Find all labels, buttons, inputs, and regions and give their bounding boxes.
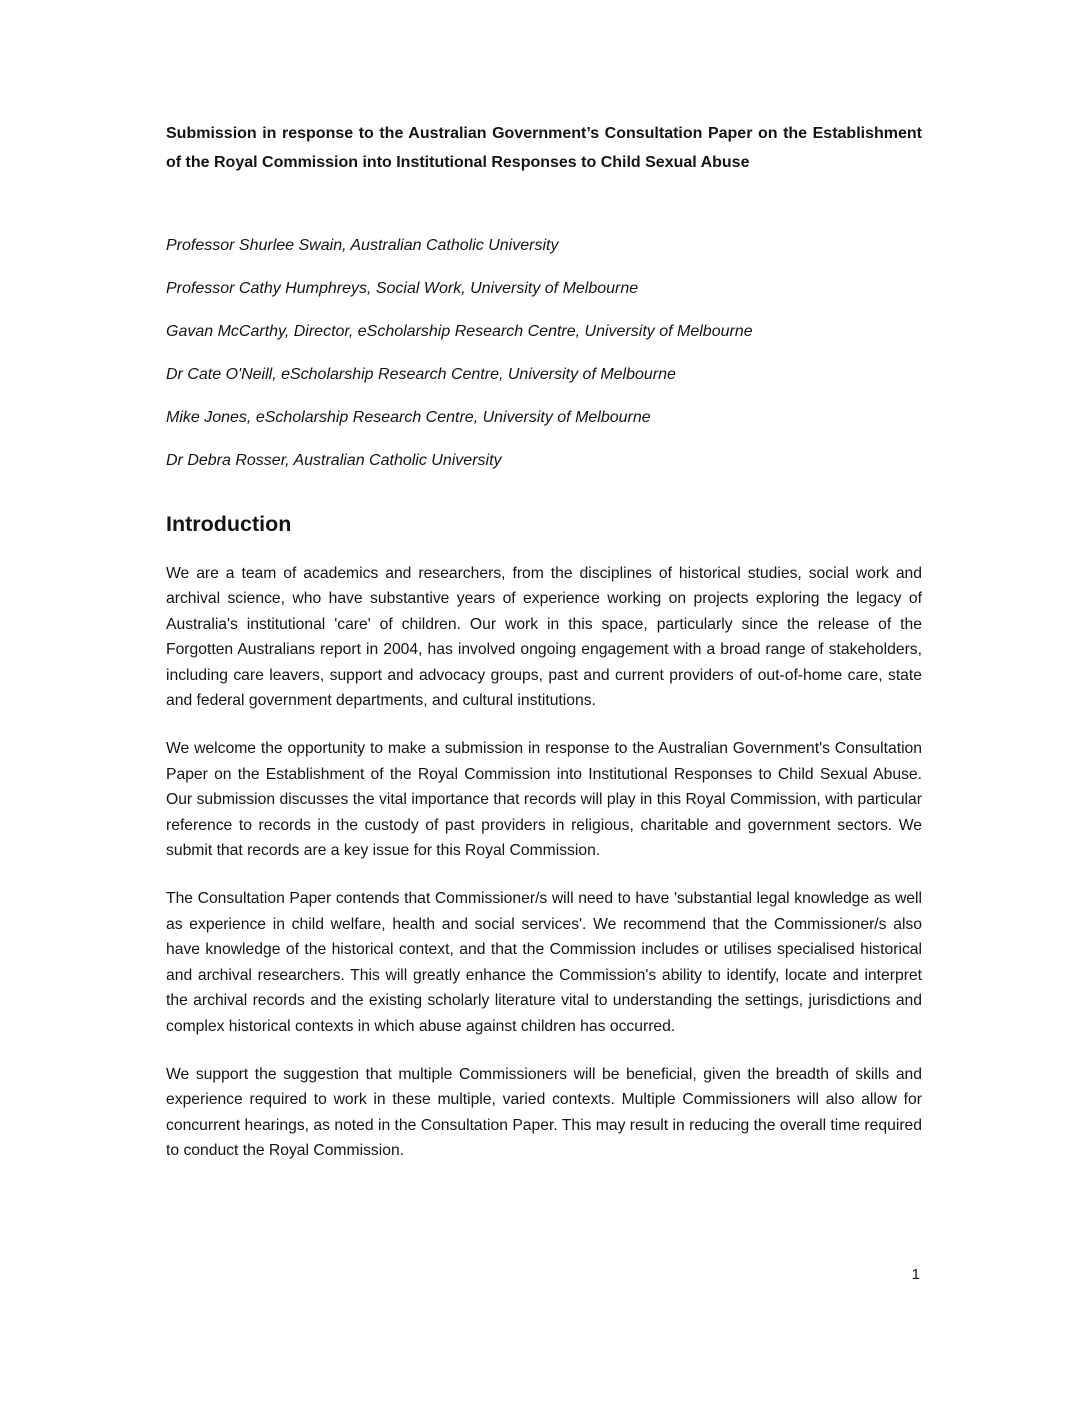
introduction-body <box>166 561 922 1164</box>
author-list <box>166 235 922 471</box>
section-heading-introduction: Introduction <box>166 512 292 536</box>
author-line: Dr Cate O'Neill, eScholarship Research Centre, University of Melbourne <box>166 366 676 383</box>
document-title: Submission in response to the Australian Government’s Consultation Paper on the Establishment of the Royal Commission into Institutional Responses to Child Sexual Abuse <box>166 125 922 171</box>
author-line: Professor Cathy Humphreys, Social Work, University of Melbourne <box>166 280 639 297</box>
author-line: Professor Shurlee Swain, Australian Catholic University <box>166 237 559 254</box>
author-line: Dr Debra Rosser, Australian Catholic University <box>166 452 502 469</box>
paragraph: The Consultation Paper contends that Commissioner/s will need to have 'substantial legal knowledge as well as experience in child welfare, health and social services'. We recommend that the Commissioner/s also have knowledge of the historical context, and that the Commission includes or utilises specialised historical and archival researchers. This will greatly enhance the Commission's ability to identify, locate and interpret the archival records and the existing scholarly literature vital to understanding the settings, jurisdictions and complex historical contexts in which abuse against children has occurred. <box>166 890 922 1035</box>
paragraph: We support the suggestion that multiple Commissioners will be beneficial, given the breadth of skills and experience required to work in these multiple, varied contexts. Multiple Commissioners will also allow for concurrent hearings, as noted in the Consultation Paper. This may result in reducing the overall time required to conduct the Royal Commission. <box>166 1065 922 1160</box>
author-line: Mike Jones, eScholarship Research Centre, University of Melbourne <box>166 409 651 426</box>
paragraph: We are a team of academics and researchers, from the disciplines of historical studies, social work and archival science, who have substantive years of experience working on projects exploring the legacy of Australia's institutional 'care' of children. Our work in this space, particularly since the release of the Forgotten Australians report in 2004, has involved ongoing engagement with a broad range of stakeholders, including care leavers, support and advocacy groups, past and current providers of out-of-home care, state and federal government departments, and cultural institutions. <box>166 565 922 710</box>
author-line: Gavan McCarthy, Director, eScholarship Research Centre, University of Melbourne <box>166 323 753 340</box>
page-number: 1 <box>911 1266 920 1283</box>
paragraph: We welcome the opportunity to make a submission in response to the Australian Government's Consultation Paper on the Establishment of the Royal Commission into Institutional Responses to Child Sexual Abuse. Our submission discusses the vital importance that records will play in this Royal Commission, with particular reference to records in the custody of past providers in religious, charitable and government sectors. We submit that records are a key issue for this Royal Commission. <box>166 740 922 860</box>
